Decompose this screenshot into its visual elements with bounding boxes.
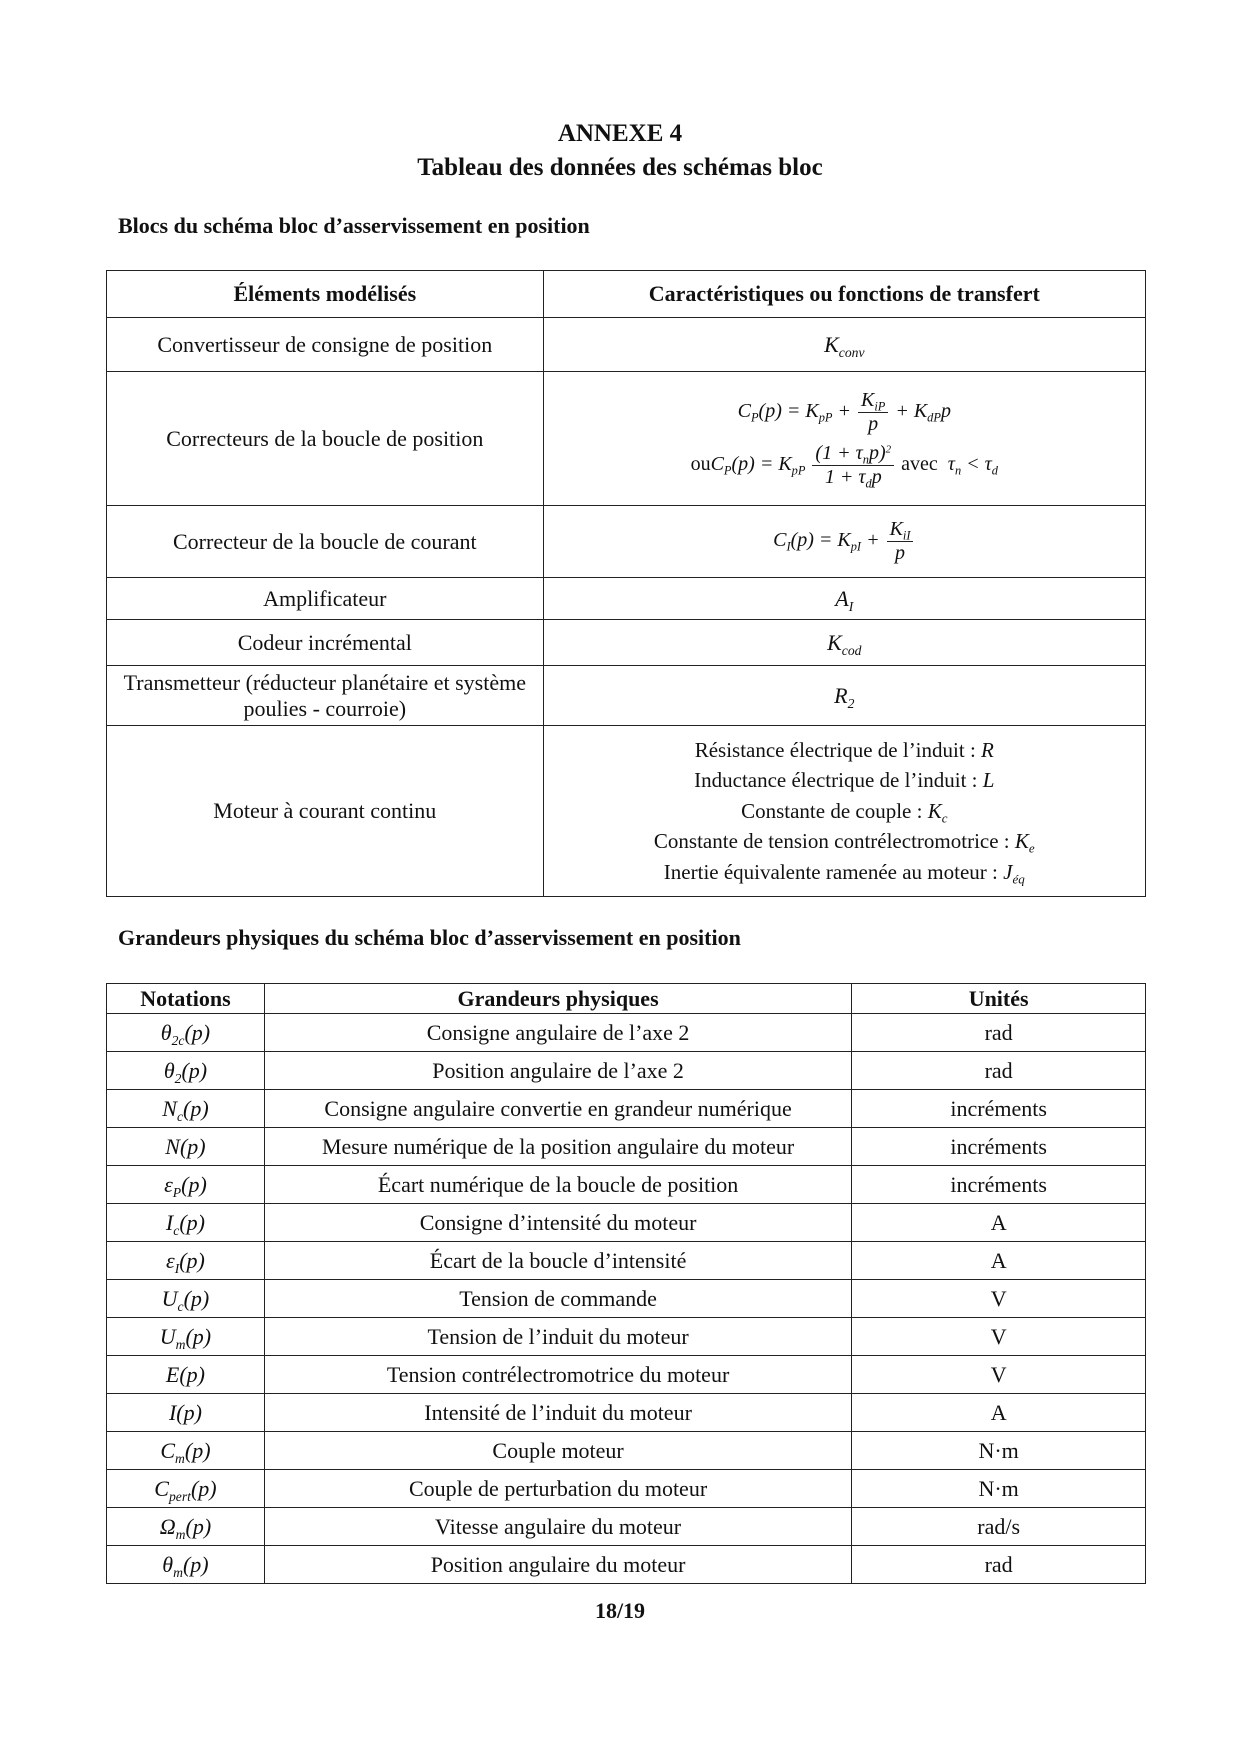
column-header: Éléments modélisés (107, 271, 544, 318)
transfer-cell (543, 666, 1145, 726)
table-row (107, 1128, 1146, 1166)
table-row (107, 1242, 1146, 1280)
column-header: Unités (852, 984, 1146, 1014)
unit-cell: incréments (852, 1128, 1146, 1166)
unit-cell: A (852, 1204, 1146, 1242)
transfer-cell (543, 372, 1145, 506)
notation-cell: $I_c(p)$ (107, 1204, 265, 1242)
quantity-cell: Écart de la boucle d’intensité (264, 1242, 851, 1280)
table-row (107, 1432, 1146, 1470)
notation-cell: $\theta_2(p)$ (107, 1052, 265, 1090)
blocks-table (106, 270, 1146, 897)
notation-cell: $\theta_m(p)$ (107, 1546, 265, 1584)
notation-cell: $\Omega_m(p)$ (107, 1508, 265, 1546)
table-row (107, 1090, 1146, 1128)
table-row (107, 726, 1146, 897)
motor-param-label: Constante de tension contrélectromotrice : (653, 829, 1010, 854)
element-cell: Codeur incrémental (107, 620, 544, 666)
table-row (107, 1014, 1146, 1052)
unit-cell: rad (852, 1052, 1146, 1090)
avec-word: avec (901, 452, 938, 475)
quantity-cell: Mesure numérique de la position angulaire du moteur (264, 1128, 851, 1166)
table-header-row (107, 984, 1146, 1014)
notation-cell: $U_c(p)$ (107, 1280, 265, 1318)
unit-cell: rad (852, 1546, 1146, 1584)
annex-title: ANNEXE 4 (557, 120, 683, 147)
table-row (107, 1470, 1146, 1508)
quantity-cell: Écart numérique de la boucle de position (264, 1166, 851, 1204)
transfer-cell (543, 620, 1145, 666)
unit-cell: V (852, 1356, 1146, 1394)
transfer-cell (543, 318, 1145, 372)
formula-ci: $C_I(p) = K_{pI}$ + $\frac{K_{iI}}{p}$ (773, 529, 915, 551)
unit-cell: incréments (852, 1166, 1146, 1204)
notation-cell: $C_{pert}(p)$ (107, 1470, 265, 1508)
table-row (107, 1052, 1146, 1090)
quantities-table (106, 983, 1146, 1584)
quantity-cell: Vitesse angulaire du moteur (264, 1508, 851, 1546)
unit-cell: V (852, 1318, 1146, 1356)
table-row (107, 578, 1146, 620)
blocks-section-heading: Blocs du schéma bloc d’asservissement en position (118, 213, 590, 238)
formula-r2: $R_2$ (834, 682, 855, 711)
formula-kconv: $K_{conv}$ (824, 331, 865, 360)
formula-ai: $A_I$ (835, 585, 854, 614)
quantity-cell: Tension de l’induit du moteur (264, 1318, 851, 1356)
table-row (107, 1394, 1146, 1432)
quantity-cell: Consigne d’intensité du moteur (264, 1204, 851, 1242)
column-header: Caractéristiques ou fonctions de transfert (543, 271, 1145, 318)
notation-cell: I(p) (107, 1394, 265, 1432)
formula-cp-lead: $ouC_P(p) = K_{pP}$ $\frac{(1 + \tau_np)^2}{1 + \tau_dp}$ avec $\tau_n < \tau_d$ (690, 441, 998, 490)
unit-cell: incréments (852, 1090, 1146, 1128)
table-row (107, 1508, 1146, 1546)
table-row (107, 1204, 1146, 1242)
motor-param-label: Résistance électrique de l’induit : (694, 737, 976, 762)
quantity-cell: Tension contrélectromotrice du moteur (264, 1356, 851, 1394)
quantity-cell: Consigne angulaire de l’axe 2 (264, 1014, 851, 1052)
unit-cell: A (852, 1242, 1146, 1280)
table-row (107, 318, 1146, 372)
element-cell: Convertisseur de consigne de position (107, 318, 544, 372)
notation-cell: E(p) (107, 1356, 265, 1394)
motor-param-label: Inductance électrique de l’induit : (694, 768, 978, 793)
notation-cell: $C_m(p)$ (107, 1432, 265, 1470)
unit-cell: V (852, 1280, 1146, 1318)
quantities-section-heading: Grandeurs physiques du schéma bloc d’asservissement en position (118, 925, 741, 950)
page-title: Tableau des données des schémas bloc (417, 154, 823, 181)
formula-cp-pid: $C_P(p) = K_{pP}$ + $\frac{K_{iP}}{p}$ + $K_{dP}p$ (737, 388, 951, 435)
element-cell: Transmetteur (réducteur planétaire et système poulies - courroie) (107, 666, 544, 726)
unit-cell: N·m (852, 1470, 1146, 1508)
quantity-cell: Position angulaire de l’axe 2 (264, 1052, 851, 1090)
motor-param-label: Inertie équivalente ramenée au moteur : (663, 859, 998, 884)
table-row (107, 666, 1146, 726)
table-header-row (107, 271, 1146, 318)
notation-cell: $N_c(p)$ (107, 1090, 265, 1128)
unit-cell: A (852, 1394, 1146, 1432)
unit-cell: N·m (852, 1432, 1146, 1470)
transfer-cell (543, 578, 1145, 620)
notation-cell: N(p) (107, 1128, 265, 1166)
quantity-cell: Consigne angulaire convertie en grandeur numérique (264, 1090, 851, 1128)
table-row (107, 1166, 1146, 1204)
table-row (107, 620, 1146, 666)
motor-param-label: Constante de couple : (741, 798, 923, 823)
column-header: Notations (107, 984, 265, 1014)
table-row (107, 506, 1146, 578)
element-cell: Amplificateur (107, 578, 544, 620)
table-row (107, 1318, 1146, 1356)
notation-cell: $U_m(p)$ (107, 1318, 265, 1356)
table-row (107, 1356, 1146, 1394)
element-cell: Correcteurs de la boucle de position (107, 372, 544, 506)
table-row (107, 372, 1146, 506)
transfer-cell (543, 506, 1145, 578)
table-row (107, 1280, 1146, 1318)
quantity-cell: Position angulaire du moteur (264, 1546, 851, 1584)
quantity-cell: Couple de perturbation du moteur (264, 1470, 851, 1508)
table-row (107, 1546, 1146, 1584)
notation-cell: $\theta_{2c}(p)$ (107, 1014, 265, 1052)
notation-cell: $\varepsilon_P(p)$ (107, 1166, 265, 1204)
transfer-cell: Résistance électrique de l’induit : R Inductance électrique de l’induit : L Constante de couple : $K_c$ Constante de tension contrélectromotrice : $K_e$ Inertie équivalente ramenée au moteur : $J_{éq}$ (543, 726, 1145, 897)
unit-cell: rad (852, 1014, 1146, 1052)
quantity-cell: Tension de commande (264, 1280, 851, 1318)
element-cell: Correcteur de la boucle de courant (107, 506, 544, 578)
formula-kcod: $K_{cod}$ (827, 629, 862, 658)
or-word: ou (690, 452, 711, 475)
page-number: 18/19 (594, 1598, 646, 1623)
notation-cell: $\varepsilon_I(p)$ (107, 1242, 265, 1280)
quantity-cell: Intensité de l’induit du moteur (264, 1394, 851, 1432)
unit-cell: rad/s (852, 1508, 1146, 1546)
column-header: Grandeurs physiques (264, 984, 851, 1014)
element-cell: Moteur à courant continu (107, 726, 544, 897)
quantity-cell: Couple moteur (264, 1432, 851, 1470)
